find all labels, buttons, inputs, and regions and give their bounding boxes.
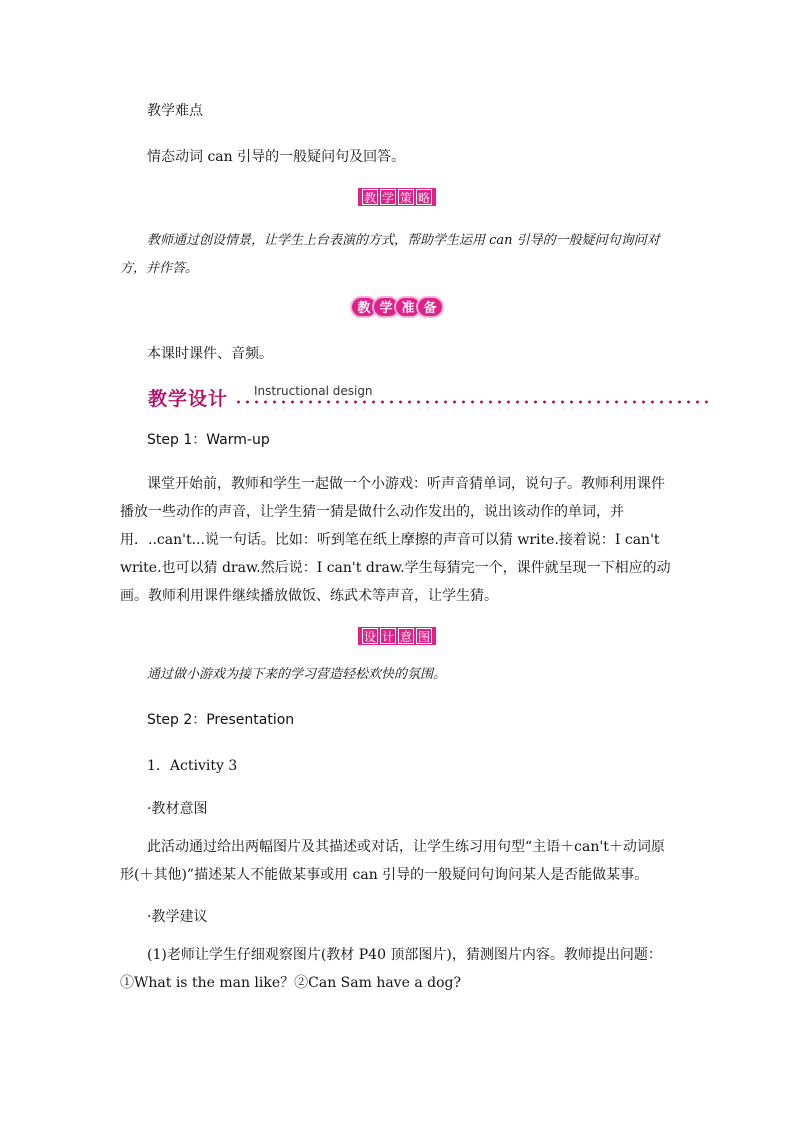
strategy-tag-char: 策 — [399, 191, 412, 205]
intent-tag-char: 计 — [381, 630, 394, 644]
design-subtitle: Instructional design — [254, 384, 373, 398]
prep-tag-char: 教 — [350, 296, 378, 318]
suggest-heading: ·教学建议 — [147, 909, 208, 925]
strategy-tag — [0, 187, 794, 206]
material-heading: ·教材意图 — [147, 801, 208, 817]
difficulty-text: 情态动词 can 引导的一般疑问句及回答。 — [147, 149, 406, 165]
design-header — [148, 382, 708, 412]
prep-text: 本课时课件、音频。 — [147, 346, 273, 362]
design-title: 教学设计 — [148, 388, 229, 410]
intent-tag-char: 设 — [363, 630, 376, 644]
strategy-tag-char: 学 — [381, 191, 394, 205]
step1-text: 课堂开始前，教师和学生一起做一个小游戏：听声音猜单词，说句子。教师利用课件播放一些动作的声音，让学生猜一猜是做什么动作发出的，说出该动作的单词，并用．..can't...说一句话。比如：听到笔在纸上摩擦的声音可以猜 write.接着说：I can't write.也可以猜 draw.然后说：I can't draw.学生每猜完一个，课件就呈现一下相应的动画。教师利用课件继续播放做饭、练武术等声音，让学生猜。 — [120, 476, 671, 604]
intent-tag-char: 图 — [417, 630, 430, 644]
step1-title: Step 1：Warm-up — [147, 432, 270, 448]
prep-tag-char: 学 — [372, 296, 400, 318]
strategy-tag-char: 略 — [417, 191, 430, 205]
intent-text: 通过做小游戏为接下来的学习营造轻松欢快的氛围。 — [147, 667, 447, 682]
step2-title: Step 2：Presentation — [147, 712, 295, 728]
intent-tag-char: 意 — [399, 630, 412, 644]
dotted-rule — [234, 398, 710, 406]
prep-tag — [0, 296, 794, 318]
prep-tag-char: 准 — [394, 296, 422, 318]
difficulty-heading: 教学难点 — [147, 103, 203, 119]
material-text: 此活动通过给出两幅图片及其描述或对话，让学生练习用句型“主语＋can't＋动词原形(＋其他)”描述某人不能做某事或用 can 引导的一般疑问句询问某人是否能做某事。 — [120, 839, 665, 883]
strategy-text: 教师通过创设情景，让学生上台表演的方式，帮助学生运用 can 引导的一般疑问句询问对方，并作答。 — [120, 233, 660, 276]
strategy-tag-char: 教 — [363, 191, 376, 205]
suggest-text: (1)老师让学生仔细观察图片(教材 P40 顶部图片)，猜测图片内容。教师提出问题：①What is the man like？②Can Sam have a dog? — [120, 947, 662, 991]
prep-tag-char: 备 — [416, 296, 444, 318]
activity-item: 1．Activity 3 — [147, 758, 238, 774]
intent-tag — [0, 626, 794, 645]
